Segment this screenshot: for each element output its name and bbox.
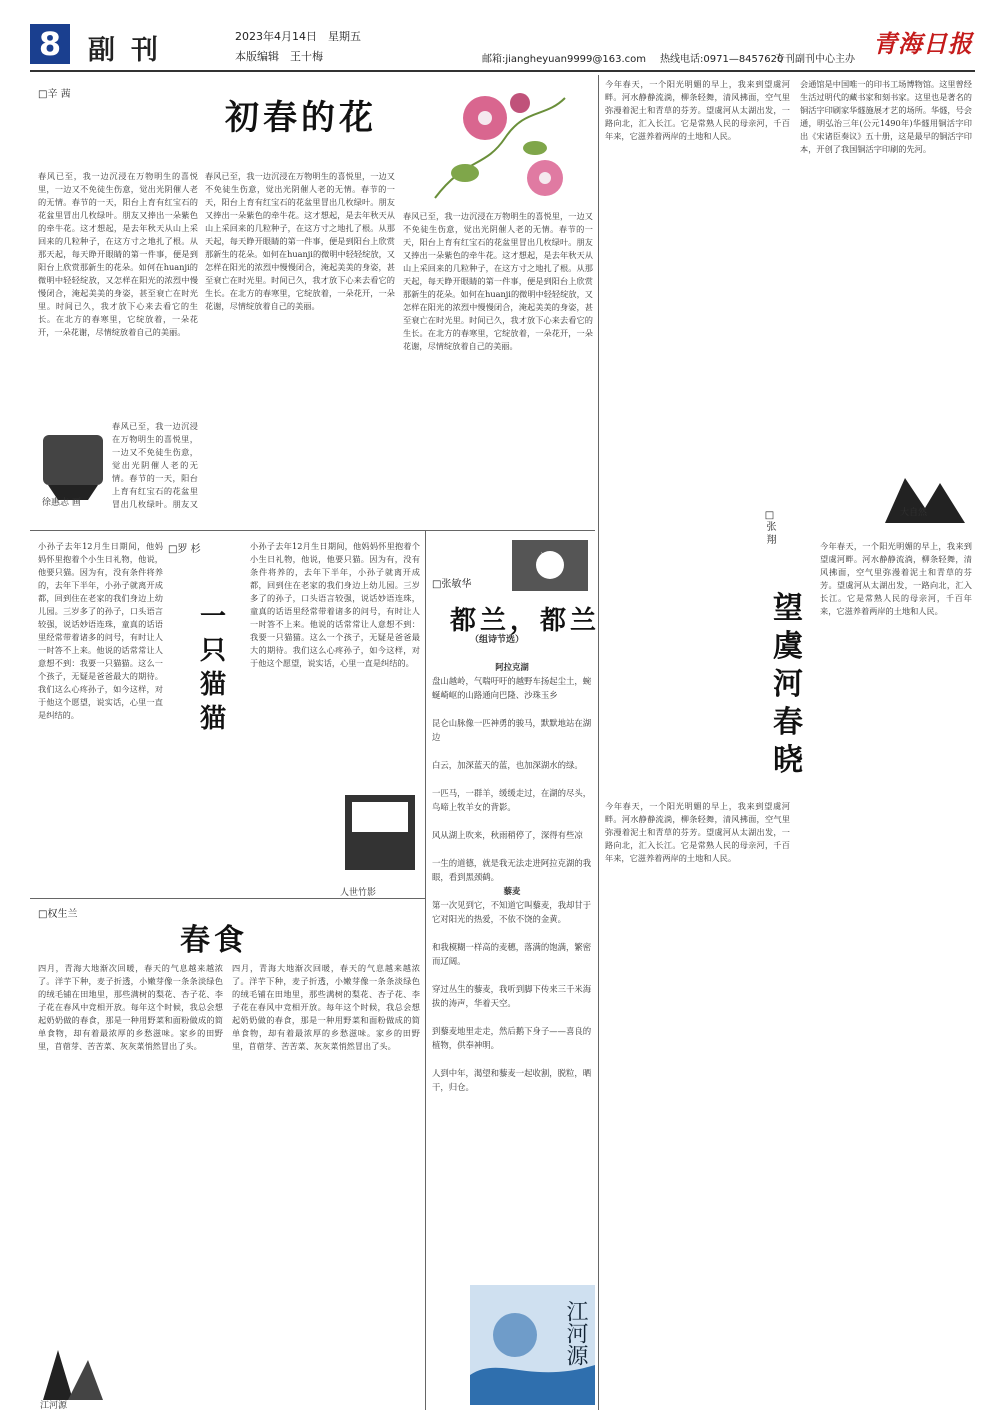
caption-1: 徐惠志 画: [42, 498, 81, 508]
poem-line: 盘山越岭，气喘吁吁的越野车扬起尘土，蜿蜒崎岖的山路通向巴隆、沙珠玉乡: [432, 676, 592, 700]
article-6-body: 会通馆是中国唯一的印书工场博物馆。这里曾经生活过明代的藏书家和刻书家。这里也是著名的铜活字印刷家华燧施展才艺的场所。华燧，号会通，明弘治三年(公元1490年)华燧用铜活字印出《宋诸臣奏议》五十册，这是最早的铜活字印本，开创了我国铜活字印刷的先河。: [800, 79, 972, 154]
poem-line: 人到中年，渴望和藜麦一起收割，脱粒，晒干，归仓。: [432, 1068, 592, 1092]
article-3-title: 春食: [180, 923, 248, 958]
email: 邮箱:jianghеyuan9999@163.com: [482, 54, 647, 65]
issue-date: 2023年4月14日 星期五: [235, 30, 361, 43]
caption-4: 江河源: [40, 1401, 68, 1411]
ink-illustration-2: [340, 790, 420, 880]
article-2-title: 一只猫猫: [200, 602, 231, 734]
poem-line: 一匹马，一群羊，缓缓走过，在湖的尽头，鸟啼上牧羊女的背影。: [432, 788, 592, 812]
poem-line: 一生的道德，就是我无法走进阿拉克湖的我眼，看到黑颈鹤。: [432, 858, 592, 882]
article-4-title: 都兰，都兰: [450, 606, 601, 636]
article-1-body-col2: 春风已至，我一边沉浸在万物明生的喜悦里，一边又不免徒生伤意，觉出光阴催人老的无情。春节的一天，阳台上育有红宝石的花盆里冒出几枚绿叶。朋友又捧出一朵紫色的牵牛花。这才想起，是去年秋天从山上采回来的几粒种子，在这方寸之地扎了根。从那天起，每天睁开眼睛的第一件事，便是到阳台上欣赏那新生的花朵。如何在huanji的微明中轻轻绽放，又怎样在阳光的浓烈中慢慢闭合，淹起美美的身姿，甚至衰亡在时光里。时间已久，我才放下心来去看它的生长。在北方的春寒里，它绽放着，一朵花开，一朵花谢，尽情绽放着自己的美丽。: [205, 171, 395, 311]
ink-illustration-4: [510, 538, 590, 593]
ink-illustration-1: [38, 415, 108, 505]
divider-2: [30, 898, 425, 899]
poem-line: 白云，加深蓝天的蓝，也加深湖水的绿。: [432, 760, 583, 770]
ink-illustration-3: [38, 1340, 108, 1405]
page-header: [30, 24, 975, 72]
caption-2: 诗人: [540, 553, 559, 563]
poem-block: [432, 660, 592, 1280]
article-5-body-col3: 今年春天，一个阳光明媚的早上，我来到望虞河畔。河水静静流淌，柳条轻舞，清风拂面，空气里弥漫着泥土和青草的芬芳。望虞河从太湖出发，一路向北，汇入长江。它是常熟人民的母亲河，千百年来，它滋养着两岸的土地和人民。: [820, 541, 972, 616]
article-5-title: 望虞河春晓: [773, 591, 807, 778]
caption-3: 人世竹影: [340, 888, 377, 898]
divider-1: [30, 530, 595, 531]
poem-2-title: 藜麦: [503, 886, 521, 896]
flower-illustration: [425, 78, 575, 208]
article-5-body-col2: 今年春天，一个阳光明媚的早上，我来到望虞河畔。河水静静流淌，柳条轻舞，清风拂面，空气里弥漫着泥土和青草的芬芳。望虞河从太湖出发，一路向北，汇入长江。它是常熟人民的母亲河，千百年来，它滋养着两岸的土地和人民。: [605, 801, 790, 863]
article-5-author: □张 翔: [764, 510, 775, 545]
article-1-author: □辛 茜: [38, 89, 71, 100]
article-2-author: □罗 杉: [168, 544, 201, 555]
article-1-title: 初春的花: [225, 98, 377, 138]
article-1-body-col1: 春风已至，我一边沉浸在万物明生的喜悦里，一边又不免徒生伤意，觉出光阴催人老的无情。春节的一天，阳台上育有红宝石的花盆里冒出几枚绿叶。朋友又捧出一朵紫色的牵牛花。这才想起，是去年秋天从山上采回来的几粒种子，在这方寸之地扎了根。从那天起，每天睁开眼睛的第一件事，便是到阳台上欣赏那新生的花朵。如何在huanji的微明中轻轻绽放，又怎样在阳光的浓烈中慢慢闭合，淹起美美的身姿，甚至衰亡在时光里。时间已久，我才放下心来去看它的生长。在北方的春寒里，它绽放着，一朵花开，一朵花谢，尽情绽放着自己的美丽。: [38, 171, 198, 337]
page-number: 8: [30, 24, 70, 64]
article-3-body-col2: 四月，青海大地渐次回暖，春天的气息越来越浓了。洋芋下种，麦子折透，小嫩芽像一条条淡绿色的绒毛铺在田地里，那些满树的梨花、杏子花、李子花在春风中竞相开放。每年这个时候，我总会想起奶奶做的春食，那是一种用野菜和面粉做成的简单食物，却有着最浓厚的乡愁滋味。家乡的田野里，苜蓿芽、苦苦菜、灰灰菜悄然冒出了头。: [232, 963, 420, 1051]
column-divider-2: [598, 75, 599, 1410]
article-4-author: □张敏华: [432, 579, 472, 590]
article-1-body-col1b: 春风已至，我一边沉浸在万物明生的喜悦里，一边又不免徒生伤意，觉出光阴催人老的无情。春节的一天，阳台上育有红宝石的花盆里冒出几枚绿叶。朋友又: [112, 421, 198, 509]
caption-6: 大自然: [900, 508, 928, 518]
caption-5: 江河源: [563, 1300, 588, 1366]
article-1-body-col3: 春风已至，我一边沉浸在万物明生的喜悦里，一边又不免徒生伤意，觉出光阴催人老的无情。春节的一天，阳台上育有红宝石的花盆里冒出几枚绿叶。朋友又捧出一朵紫色的牵牛花。这才想起，是去年秋天从山上采回来的几粒种子，在这方寸之地扎了根。从那天起，每天睁开眼睛的第一件事，便是到阳台上欣赏那新生的花朵。如何在huanji的微明中轻轻绽放，又怎样在阳光的浓烈中慢慢闭合，淹起美美的身姿，甚至衰亡在时光里。时间已久，我才放下心来去看它的生长。在北方的春寒里，它绽放着，一朵花开，一朵花谢，尽情绽放着自己的美丽。: [403, 211, 593, 351]
poem-1-title: 阿拉克湖: [495, 662, 529, 672]
article-2-body-col2: 小孙子去年12月生日期间，他妈妈怀里抱着个小生日礼物，他说，他要只猫。因为有，没有条件将养的，去年下半年，小孙子就离开成都，回到住在老家的我们身边上幼儿园。三岁多了的孙子，口头语言较强，说话妙语连珠，童真的话语里经常带着诸多的问号，有时让人一时答不上来。他说的话常常让人意想不到：我要一只猫猫。这么一个孩子，无疑是爸爸最大的期待。我们这么心疼孙子，如今这样，对于他这个愿望，说实话，心里一直是纠结的。: [250, 541, 420, 668]
ink-illustration-5: [880, 468, 970, 528]
article-2-body-col1: 小孙子去年12月生日期间，他妈妈怀里抱着个小生日礼物，他说，他要只猫。因为有，没有条件将养的，去年下半年，小孙子就离开成都，回到住在老家的我们身边上幼儿园。三岁多了的孙子，口头语言较强，说话妙语连珠，童真的话语里经常带着诸多的问号，有时让人一时答不上来。他说的话常常让人意想不到：我要一只猫猫。这么一个孩子，无疑是爸爸最大的期待。我们这么心疼孙子，如今这样，对于他这个愿望，说实话，心里一直是纠结的。: [38, 541, 163, 720]
poem-line: 穿过丛生的藜麦，我听到脚下传来三千米海拔的涛声，华着天空。: [432, 984, 592, 1008]
article-5-body-col1: 今年春天，一个阳光明媚的早上，我来到望虞河畔。河水静静流淌，柳条轻舞，清风拂面，空气里弥漫着泥土和青草的芬芳。望虞河从太湖出发，一路向北，汇入长江。它是常熟人民的母亲河，千百年来，它滋养着两岸的土地和人民。: [605, 79, 790, 141]
column-divider: [425, 530, 426, 1410]
poem-line: 到藜麦地里走走，然后鹅下身子——喜良的植物，供奉神明。: [432, 1026, 592, 1050]
newspaper-logo: 青海日报: [873, 29, 973, 58]
editor: 本版编辑 王十梅: [235, 50, 323, 63]
poem-line: 昆仑山脉像一匹神勇的骏马，默默地站在湖边: [432, 718, 592, 742]
article-3-author: □权生兰: [38, 909, 78, 920]
article-4-subtitle: （组诗节选）: [470, 635, 525, 645]
article-3-body-col1: 四月，青海大地渐次回暖，春天的气息越来越浓了。洋芋下种，麦子折透，小嫩芽像一条条淡绿色的绒毛铺在田地里，那些满树的梨花、杏子花、李子花在春风中竞相开放。每年这个时候，我总会想起奶奶做的春食，那是一种用野菜和面粉做成的简单食物，却有着最浓厚的乡愁滋味。家乡的田野里，苜蓿芽、苦苦菜、灰灰菜悄然冒出了头。: [38, 963, 223, 1051]
section-title: 副刊: [88, 35, 174, 66]
poem-line: 风从湖上吹来，秋雨稍停了，深得有些凉: [432, 830, 583, 840]
hotline: 热线电话:0971—8457620: [660, 54, 784, 65]
sponsor: 专刊副刊中心主办: [775, 54, 855, 65]
poem-line: 和我模糊一样高的麦穗，落满的饱满，繁密而辽阔。: [432, 942, 592, 966]
poem-line: 第一次见到它，不知道它叫藜麦，我却甘于它对阳光的热爱，不依不饶的金黄。: [432, 900, 592, 924]
